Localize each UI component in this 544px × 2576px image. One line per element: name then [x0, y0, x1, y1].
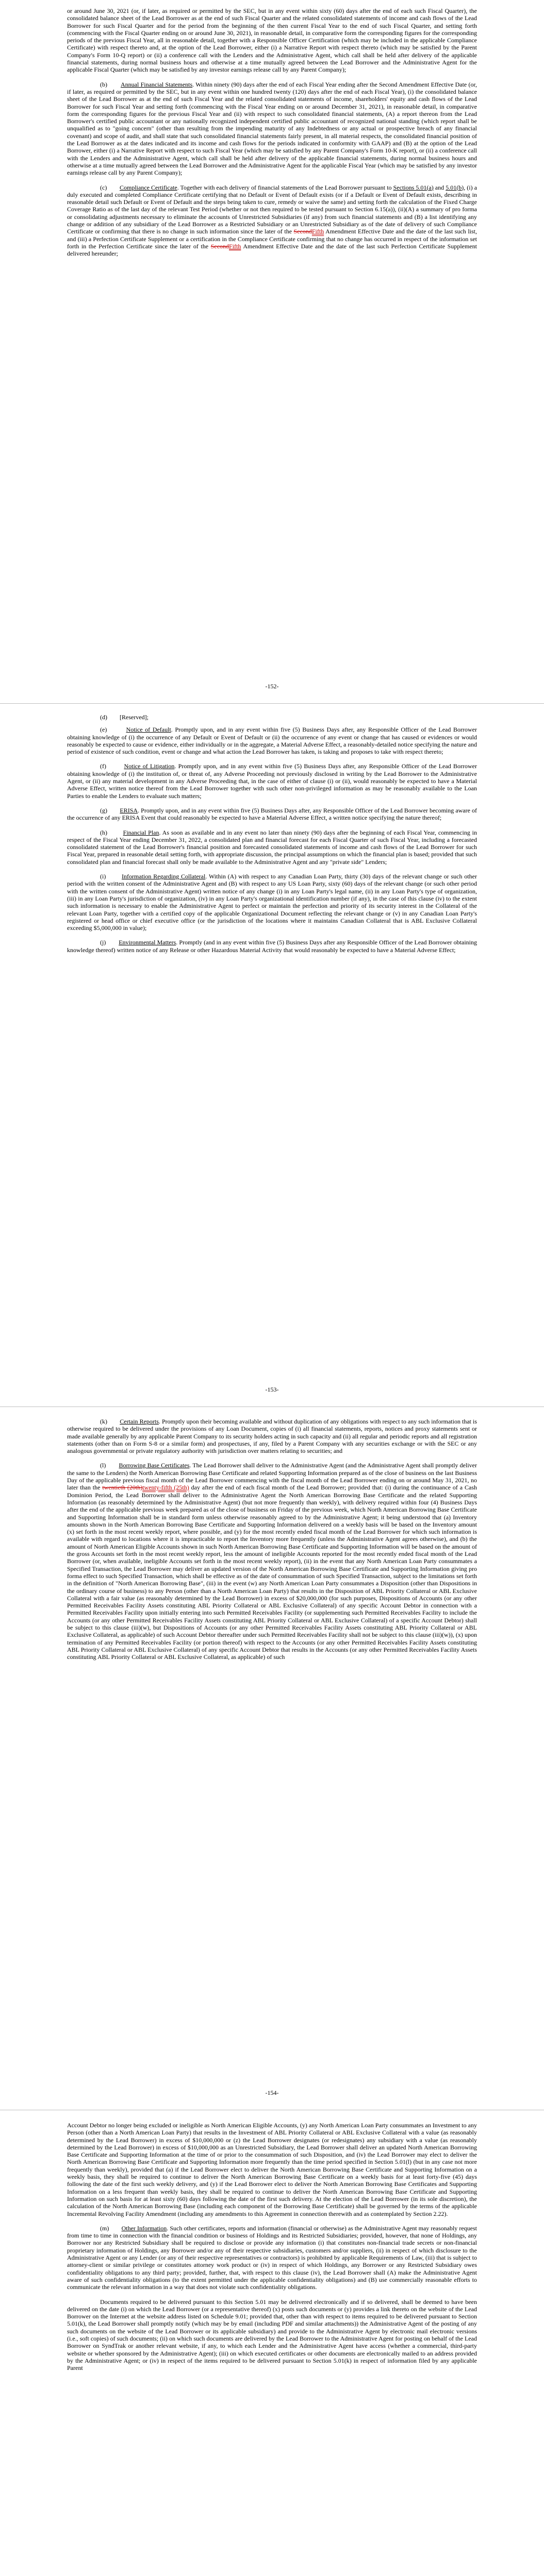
inserted-text: Fifth — [229, 242, 241, 250]
clause-text: . Promptly upon their becoming available and without duplication of any obligations with respect to any such information that is otherwise required to be delivered under the provisions of any Loan Document, copies of (i) all financial statements, reports, notices and proxy statements sent or made available generally by any applicable Parent Company to its security holders acting in such capacity and (ii) all regular and periodic reports and all registration statements (other than on Form S-8 or a similar form) and prospectuses, if any, filed by a Parent Company with any securities exchange or with the SEC or any analogous governmental or private regulatory authority with jurisdiction over matters relating to securities; and — [67, 1418, 477, 1455]
clause-label: (b) — [100, 80, 107, 88]
clause-label: (h) — [100, 828, 107, 836]
deleted-text: Second — [293, 228, 312, 235]
page-155 — [0, 2122, 544, 2379]
clause-text: . Within ninety (90) days after the end of each Fiscal Year ending after the Second Amendment Effective Date (or, if later, as required or permitted by the SEC, but in any event within one hundred twenty (120) days after the end of each Fiscal Year), (i) the consolidated balance sheet of the Lead Borrower as at the end of such Fiscal Year and the related consolidated statements of income, shareholders' equity and cash flows of the Lead Borrower for such Fiscal Year and setting forth (commencing with the Fiscal Year ending on or around December 31, 2021), in reasonable detail, in comparative form the corresponding figures for the previous Fiscal Year and (ii) with respect to such consolidated financial statements, (A) a report thereon from the Lead Borrower's certified public accountant or any nationally recognized independent certified public accountant of recognized national standing (which report shall be unqualified as to "going concern" (other than resulting from the impending maturity of any Indebtedness or any actual or prospective breach of any financial covenant) and scope of audit, and shall state that such consolidated financial statements fairly present, in all material respects, the consolidated financial position of the Lead Borrower as at the dates indicated and its income and cash flows for the periods indicated in conformity with GAAP) and (B) at the option of the Lead Borrower, either (i) a Narrative Report with respect to such Fiscal Year (which may be satisfied by any Parent Company's Form 10-K report), or (ii) a conference call with the Lenders and the Administrative Agent, which call shall be held after delivery of the applicable financial statements, during normal business hours and otherwise at a time mutually agreed between the Lead Borrower and the Administrative Agent for the applicable Fiscal Year (which may be satisfied by any investor earnings release call by any Parent Company); — [67, 80, 477, 177]
clause-heading: Compliance Certificate — [119, 183, 177, 191]
inserted-text: Fifth — [311, 228, 324, 235]
paragraph-b-annual-financial-statements — [67, 81, 477, 177]
paragraph-e-notice-of-default — [67, 726, 477, 755]
paragraph-h-financial-plan — [67, 829, 477, 866]
clause-heading: Financial Plan — [123, 828, 159, 836]
page-number: -154- — [265, 2089, 279, 2096]
clause-text: . Promptly upon, and in any event within five (5) Business Days after, any Responsible Officer of the Lead Borrower obtaining knowledge of (i) the occurrence of any Default or Event of Default or (ii) the occurrence of any event or change that has caused or evidences or would reasonably be expected to cause or evidence, either individually or in the aggregate, a Material Adverse Effect, a reasonably-detailed notice specifying the nature and period of existence of such condition, event or change and what action the Lead Borrower has taken, is taking and proposes to take with respect thereto; — [67, 726, 477, 756]
clause-text: day after the end of each fiscal month of the Lead Borrower; provided that: (i) during the continuance of a Cash Dominion Period, the Lead Borrower shall deliver to the Administrative Agent the North American Borrowing Base Certificate and the related Supporting Information (as reasonably determined by the Administrative Agent) (but not more frequently than weekly), with delivery required within four (4) Business Days after the end of the applicable previous week prepared as of the close of business on Friday of the previous week, which North American Borrowing Base Certificate and Supporting Information shall be in standard form unless otherwise reasonably agreed to by the Administrative Agent; it being understood that (a) Inventory amounts shown in the North American Borrowing Base Certificate and Supporting Information delivered on a weekly basis will be based on the Inventory amount (x) set forth in the most recent weekly report, where possible, and (y) for the most recently ended fiscal month of the Lead Borrower for which such information is available with regard to locations where it is impracticable to report the Inventory more frequently (unless the Administrative Agent agrees otherwise), and (b) the amount of North American Eligible Accounts shown in such North American Borrowing Base Certificate and Supporting Information will be based on the amount of the gross Accounts set forth in the most recent weekly report, less the amount of ineligible Accounts reported for the most recently ended fiscal month of the Lead Borrower (or, when available, ineligible Accounts set forth in the most recent weekly report), (ii) in the event that any North American Loan Party consummates a Specified Transaction, the Lead Borrower may deliver an updated version of the North American Borrowing Base Certificate and Supporting Information giving pro forma effect to such Specified Transaction, which shall be effective as of the date of consummation of such Specified Transaction, subject to the limitations set forth in the definition of "North American Borrowing Base", (iii) in the event (w) any North American Loan Party consummates a Disposition (other than Dispositions in the ordinary course of business) to any Person (other than a North American Loan Party) that results in the Disposition of ABL Priority Collateral or ABL Exclusive Collateral with a fair value (as reasonably determined by the Lead Borrower) in excess of $20,000,000 (for such purposes, Dispositions of Accounts (or any other Permitted Receivables Facility Assets constituting ABL Priority Collateral or ABL Exclusive Collateral) of any specific Account Debtor in connection with a Permitted Receivables Facility upon initially entering into such Permitted Receivables Facility (or supplementing such Permitted Receivables Facility to include the Accounts (or any other Permitted Receivables Facility Assets constituting ABL Priority Collateral or ABL Exclusive Collateral) of a specific Account Debtor) shall be subject to this clause (iii)(w), but Dispositions of Accounts (or any other Permitted Receivables Facility Assets constituting ABL Priority Collateral or ABL Exclusive Collateral, as applicable) of such Account Debtor thereafter under such Permitted Receivables Facility shall not be subject to this clause (iii)(w)), (x) upon termination of any Permitted Receivables Facility (or portion thereof) with respect to the Accounts (or any other Permitted Receivables Facility Assets constituting ABL Priority Collateral or ABL Exclusive Collateral) of any specific Account Debtor that results in the Accounts (or any other Permitted Receivables Facility Assets constituting ABL Priority Collateral or ABL Exclusive Collateral, as applicable) of such — [67, 1484, 477, 1661]
paragraph-l-borrowing-base-certificates — [67, 1462, 477, 1660]
page-154 — [0, 1418, 544, 1668]
clause-heading: Certain Reports — [120, 1418, 159, 1425]
paragraph-borrowing-base-continued: Account Debtor no longer being excluded or ineligible as North American Eligible Accounts, (y) any North American Loan Party consummates an Investment to any Person (other than a North American Loan Party) that results in the Investment of ABL Priority Collateral or ABL Exclusive Collateral with a value (as reasonably determined by the Lead Borrower) in excess of $10,000,000 or (z) the Lead Borrower designates (or redesignates) any subsidiary with a value (as reasonably determined by the Lead Borrower) in excess of $10,000,000 as an Unrestricted Subsidiary, the Lead Borrower shall deliver an updated North American Borrowing Base Certificate and Supporting Information at the time of or prior to the consummation of such Disposition, and (iv) the Lead Borrower may elect to deliver the North American Borrowing Base Certificate and Supporting Information more frequently than the time period specified in Section 5.01(l) (but in any case not more frequently than weekly), provided that (a) if the Lead Borrower elect to deliver the North American Borrowing Base Certificate and Supporting Information on a weekly basis, they shall be required to continue to deliver the North American Borrowing Base Certificate on a weekly basis for at least forty-five (45) days following the date of the first such weekly delivery, and (y) if the Lead Borrower elect to deliver the North American Borrowing Base Certificates and Supporting Information on a less frequent than weekly basis, they shall be required to continue to deliver the North American Borrowing Base Certificate and Supporting Information on such basis for at least sixty (60) days following the date of the first such delivery. At the election of the Lead Borrower (in its sole discretion), the calculation of the North American Borrowing Base (including each component of the Borrowing Base Certificate) shall be governed by the terms of the applicable Incremental Revolving Facility Amendment (including any amendments to this Agreement in connection therewith and as contemplated by Section 2.22). — [67, 2122, 477, 2217]
clause-text: . Such other certificates, reports and information (financial or otherwise) as the Administrative Agent may reasonably request from time to time in connection with the financial condition or business of Holdings and its Restricted Subsidiaries; provided, however, that none of Holdings, any Borrower nor any Restricted Subsidiary shall be required to disclose or provide any information (i) that constitutes non-financial trade secrets or non-financial proprietary information of Holdings, any Borrower and/or any of their respective subsidiaries, customers and/or suppliers, (ii) in respect of which disclosure to the Administrative Agent or any Lender (or any of their respective representatives or contractors) is prohibited by applicable Requirements of Law, (iii) that is subject to attorney-client or similar privilege or constitutes attorney work product or (iv) in respect of which Holdings, any Borrower or any Restricted Subsidiary owes confidentiality obligations to any third party; provided, further, that, with respect to this clause (iv), the Lead Borrower shall (A) make the Administrative Agent aware of such confidentiality obligations (to the extent permitted under the applicable confidentiality obligations) and (B) use commercially reasonable efforts to communicate the relevant information in a way that does not violate such confidentiality obligations. — [67, 2224, 477, 2291]
clause-heading: ERISA — [120, 806, 138, 814]
clause-text: [Reserved]; — [120, 714, 149, 721]
clause-heading: Information Regarding Collateral — [122, 873, 206, 880]
clause-text: . The Lead Borrower shall deliver to the Administrative Agent (and the Administrative Agent shall promptly deliver the same to the Lenders) the North American Borrowing Base Certificate and related Supporting Information prepared as of the close of business on the last Business Day of the applicable previous fiscal month of the Lead Borrower commencing with the fiscal month of the Lead Borrower ending on or around May 31, 2021, no later than the — [67, 1462, 477, 1492]
clause-label: (m) — [100, 2224, 109, 2232]
paragraph-quarterly-continued: or around June 30, 2021 (or, if later, as required or permitted by the SEC, but in any event within sixty (60) days after the end of each such Fiscal Quarter), the consolidated balance sheet of the Lead Borrower as at the end of such Fiscal Quarter and the related consolidated statements of income and cash flows of the Lead Borrower for such Fiscal Quarter and for the period from the beginning of the then current Fiscal Year to the end of such Fiscal Quarter, and setting forth (commencing with the Fiscal Quarter ending on or around June 30, 2021), in reasonable detail, in comparative form the corresponding figures for the corresponding periods of the previous Fiscal Year, all in reasonable detail, together with a Responsible Officer Certification (which may be included in the applicable Compliance Certificate) with respect thereto and, at the option of the Lead Borrower, either (i) a Narrative Report with respect thereto (which may be satisfied by the Parent Company's Form 10-Q report) or (ii) a conference call with the Lenders and the Administrative Agent, which call shall be held after delivery of the applicable financial statements, during normal business hours and otherwise at a time mutually agreed between the Lead Borrower and the Administrative Agent for the applicable Fiscal Quarter (which may be satisfied by any investor earnings release call by any Parent Company); — [67, 7, 477, 74]
clause-text: . Together with each delivery of financial statements of the Lead Borrower pursuant to — [177, 183, 393, 191]
section-reference: 5.01(b) — [446, 183, 464, 191]
clause-label: (i) — [100, 873, 106, 880]
clause-text: Amendment Effective Date and the date of the last such Perfection Certificate Supplement delivered hereunder; — [67, 242, 477, 258]
page-152 — [0, 7, 544, 265]
clause-label: (d) — [100, 714, 107, 721]
clause-label: (l) — [100, 1462, 106, 1469]
section-reference: Sections 5.01(a) — [393, 183, 434, 191]
clause-label: (c) — [100, 183, 107, 191]
clause-heading: Notice of Default — [126, 726, 171, 734]
clause-label: (j) — [100, 939, 106, 946]
inserted-text: twenty-fifth (25th) — [142, 1484, 189, 1492]
clause-text: Amendment Effective Date and the date of the last such list, and (iii) a Perfection Certificate Supplement or a certification in the Compliance Certificate confirming that no change has occurred in respect of the information set forth in the Perfection Certificate since the later of the — [67, 228, 477, 250]
page-divider — [0, 703, 544, 704]
page-divider — [0, 1406, 544, 1407]
clause-heading: Notice of Litigation — [124, 762, 175, 770]
page-153 — [0, 714, 544, 961]
paragraph-m-other-information — [67, 2225, 477, 2291]
paragraph-documents-delivery: Documents required to be delivered pursuant to this Section 5.01 may be delivered electronically and if so delivered, shall be deemed to have been delivered on the date (i) on which the Lead Borrower (or a representative thereof) (x) posts such documents or (y) provides a link thereto on the website of the Lead Borrower on the Internet at the website address listed on Schedule 9.01; provided that, other than with respect to items required to be delivered pursuant to Section 5.01(k), the Lead Borrower shall promptly notify (which may be by email (including PDF and similar attachments)) the Administrative Agent of the posting of any such documents on the website of the Lead Borrower or its applicable subsidiary) and provide to the Administrative Agent by electronic mail electronic versions (i.e., soft copies) of such documents; (ii) on which such documents are delivered by the Lead Borrower to the Administrative Agent for posting on behalf of the Lead Borrower on SyndTrak or another relevant website, if any, to which each Lender and the Administrative Agent have access (whether a commercial, third-party website or whether sponsored by the Administrative Agent); (iii) on which executed certificates or other documents are electronically mailed to an address provided by the Administrative Agent; or (iv) in respect of the items required to be delivered pursuant to Section 5.01(k) in respect of information filed by any applicable Parent — [67, 2298, 477, 2372]
clause-label: (f) — [100, 762, 106, 770]
clause-label: (e) — [100, 726, 107, 734]
clause-heading: Other Information — [121, 2224, 167, 2232]
paragraph-i-information-regarding-collateral — [67, 873, 477, 931]
deleted-text: twentieth (20th) — [102, 1484, 143, 1492]
clause-label: (g) — [100, 806, 107, 814]
clause-heading: Environmental Matters — [119, 939, 176, 946]
paragraph-f-notice-of-litigation — [67, 762, 477, 799]
page-number: -153- — [265, 1386, 279, 1393]
paragraph-c-compliance-certificate — [67, 184, 477, 258]
page-number: -152- — [265, 683, 279, 690]
clause-text: and — [433, 183, 446, 191]
paragraph-d-reserved — [67, 714, 477, 721]
paragraph-k-certain-reports — [67, 1418, 477, 1454]
deleted-text: Second — [210, 242, 229, 250]
clause-text: . Promptly (and in any event within five (5) Business Days after any Responsible Officer of the Lead Borrower obtaining knowledge thereof) written notice of any Release or other Hazardous Material Activity that would reasonably be expected to have a Material Adverse Effect; — [67, 939, 477, 954]
clause-text: . As soon as available and in any event no later than ninety (90) days after the beginning of each Fiscal Year, commencing in respect of the Fiscal Year ending December 31, 2022, a consolidated plan and financial forecast for each Fiscal Quarter of such Fiscal Year, including a forecasted consolidated statement of the Lead Borrower's financial position and forecasted consolidated statements of income and cash flows of the Lead Borrower for such Fiscal Year, prepared in reasonable detail setting forth, with appropriate discussion, the principal assumptions on which the financial plan is based; provided that such consolidated plan and financial forecast shall only be made available to the Administrative Agent and any "private side" Lenders; — [67, 828, 477, 866]
clause-text: . Within (A) with respect to any Canadian Loan Party, thirty (30) days of the relevant change or such other period with the written consent of the Administrative Agent and (B) with respect to any US Loan Party, sixty (60) days of the relevant change (or such other period with the written consent of the Administrative Agent) written notice of any change (i) in any Loan Party's legal name, (ii) in any Loan Party's type of organization, (iii) in any Loan Party's jurisdiction of organization, (iv) in any Loan Party's organizational identification number (if any), in the case of this clause (iv) to the extent such information is necessary to enable the Administrative Agent to perfect or maintain the perfection and priority of its security interest in the Collateral of the relevant Loan Party, together with a certified copy of the applicable Organizational Document reflecting the relevant change or (v) in any Canadian Loan Party's registered or head office or chief executive office (or the jurisdiction of the locations where it maintains Canadian Collateral that is ABL Exclusive Collateral exceeding $5,000,000 in value); — [67, 873, 477, 932]
clause-text: . Promptly upon, and in any event within five (5) Business Days after, any Responsible Officer of the Lead Borrower obtaining knowledge of (i) the institution of, or threat of, any Adverse Proceeding not previously disclosed in writing by the Lead Borrower to the Administrative Agent, or (ii) any material development in any Adverse Proceeding that, in the case of either of clause (i) or (ii), would reasonably be expected to have a Material Adverse Effect, written notice thereof from the Lead Borrower together with such other non-privileged information as may be reasonably available to the Loan Parties to enable the Lenders to evaluate such matters; — [67, 762, 477, 800]
clause-heading: Borrowing Base Certificates — [119, 1462, 190, 1469]
paragraph-g-erisa — [67, 807, 477, 822]
clause-label: (k) — [100, 1418, 107, 1425]
clause-heading: Annual Financial Statements — [121, 80, 193, 88]
paragraph-j-environmental-matters — [67, 939, 477, 954]
clause-text: . Promptly upon, and in any event within five (5) Business Days after, any Responsible Officer of the Lead Borrower becoming aware of the occurrence of any ERISA Event that could reasonably be expected to have a Material Adverse Effect, a written notice specifying the nature thereof; — [67, 806, 477, 822]
clause-text: , (i) a duly executed and completed Compliance Certificate certifying that no Default or Event of Default exists (or if a Default or Event of Default exists, describing in reasonable detail such Default or Event of Default and the steps being taken to cure, remedy or waive the same) and setting forth the calculation of the Fixed Charge Coverage Ratio as of the last day of the relevant Test Period (whether or not then required to be tested pursuant to Section 6.15(a)), (ii)(A) a summary of pro forma or consolidating adjustments necessary to eliminate the accounts of Unrestricted Subsidiaries (if any) from such financial statements and (B) a list identifying any change or addition of any subsidiary of the Lead Borrower as a Restricted Subsidiary or an Unrestricted Subsidiary as of the date of delivery of such Compliance Certificate or confirming that there is no change in such information since the later of the — [67, 183, 477, 235]
